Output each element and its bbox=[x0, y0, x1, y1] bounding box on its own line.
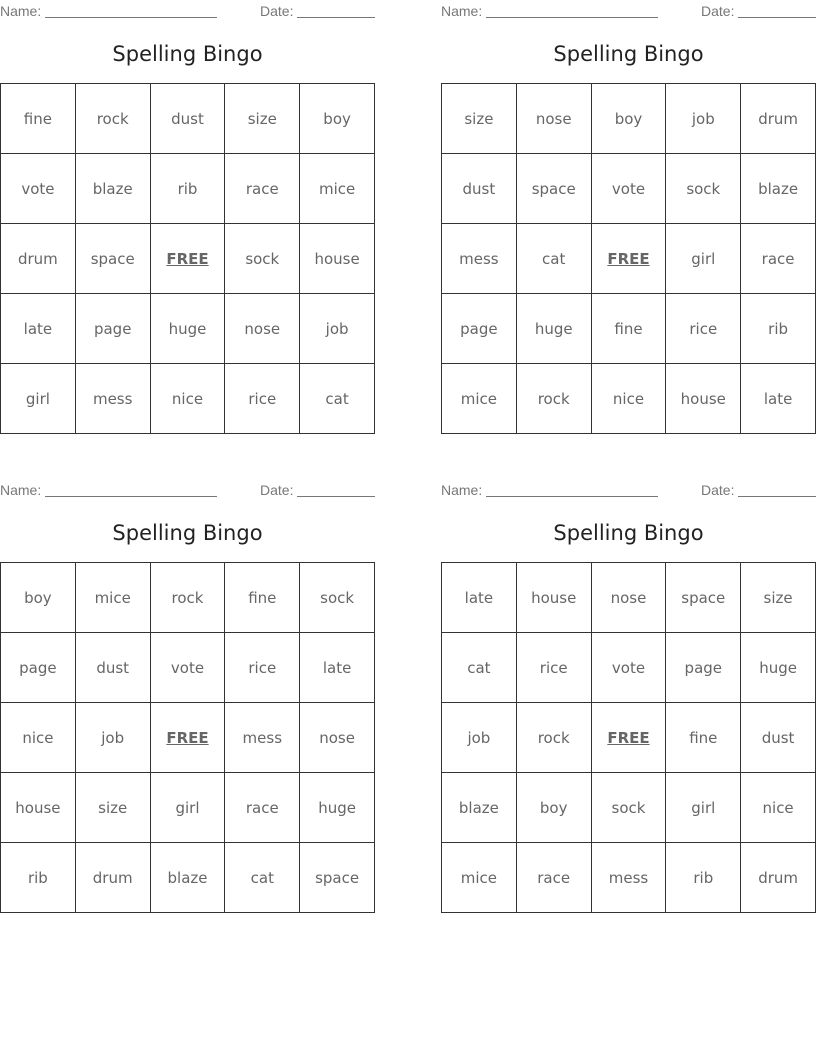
bingo-cell: mice bbox=[442, 843, 517, 913]
bingo-cell: late bbox=[741, 364, 816, 434]
bingo-cell: rib bbox=[666, 843, 741, 913]
bingo-cell: drum bbox=[741, 843, 816, 913]
bingo-cell: mice bbox=[300, 154, 375, 224]
bingo-cell: space bbox=[517, 154, 592, 224]
bingo-cell: nice bbox=[151, 364, 226, 434]
name-label: Name: bbox=[0, 482, 42, 498]
bingo-cell: rock bbox=[517, 364, 592, 434]
bingo-cell: mess bbox=[592, 843, 667, 913]
bingo-card bbox=[0, 0, 375, 435]
bingo-cell: late bbox=[1, 294, 76, 364]
date-blank-line[interactable] bbox=[738, 496, 816, 497]
bingo-cell: rock bbox=[151, 563, 226, 633]
bingo-cell: race bbox=[517, 843, 592, 913]
bingo-cell: cat bbox=[225, 843, 300, 913]
bingo-card bbox=[441, 0, 816, 435]
card-header bbox=[441, 3, 816, 19]
bingo-cell: nose bbox=[592, 563, 667, 633]
date-blank-line[interactable] bbox=[738, 17, 816, 18]
card-header bbox=[0, 482, 375, 498]
bingo-cell: size bbox=[741, 563, 816, 633]
card-title: Spelling Bingo bbox=[112, 521, 263, 545]
card-header bbox=[0, 3, 375, 19]
bingo-cell: rock bbox=[76, 84, 151, 154]
bingo-cell: drum bbox=[76, 843, 151, 913]
bingo-cell: size bbox=[76, 773, 151, 843]
bingo-cell: nose bbox=[225, 294, 300, 364]
bingo-cell: rice bbox=[225, 364, 300, 434]
bingo-cell: drum bbox=[741, 84, 816, 154]
bingo-cell: late bbox=[442, 563, 517, 633]
bingo-grid bbox=[0, 562, 375, 913]
bingo-cell: late bbox=[300, 633, 375, 703]
bingo-cell: rice bbox=[225, 633, 300, 703]
name-label: Name: bbox=[441, 482, 483, 498]
bingo-cell: sock bbox=[225, 224, 300, 294]
bingo-cell: boy bbox=[517, 773, 592, 843]
bingo-cell: fine bbox=[666, 703, 741, 773]
bingo-cell: girl bbox=[666, 773, 741, 843]
bingo-cell: space bbox=[300, 843, 375, 913]
name-blank-line[interactable] bbox=[45, 17, 217, 18]
bingo-grid bbox=[441, 83, 816, 434]
bingo-cell: huge bbox=[741, 633, 816, 703]
bingo-cell: rice bbox=[666, 294, 741, 364]
bingo-cell: page bbox=[442, 294, 517, 364]
card-title: Spelling Bingo bbox=[553, 521, 704, 545]
bingo-cell: fine bbox=[225, 563, 300, 633]
bingo-cell: girl bbox=[1, 364, 76, 434]
bingo-cell: dust bbox=[151, 84, 226, 154]
name-blank-line[interactable] bbox=[45, 496, 217, 497]
bingo-cell: job bbox=[76, 703, 151, 773]
card-title: Spelling Bingo bbox=[112, 42, 263, 66]
free-space-cell: FREE bbox=[151, 703, 226, 773]
bingo-cell: race bbox=[741, 224, 816, 294]
date-label: Date: bbox=[260, 482, 294, 498]
bingo-cell: blaze bbox=[151, 843, 226, 913]
bingo-cell: huge bbox=[517, 294, 592, 364]
bingo-cell: nose bbox=[517, 84, 592, 154]
bingo-cell: nose bbox=[300, 703, 375, 773]
bingo-grid bbox=[441, 562, 816, 913]
date-label: Date: bbox=[701, 3, 735, 19]
bingo-grid bbox=[0, 83, 375, 434]
bingo-cell: blaze bbox=[741, 154, 816, 224]
bingo-cell: sock bbox=[300, 563, 375, 633]
free-space-cell: FREE bbox=[592, 224, 667, 294]
bingo-cell: fine bbox=[1, 84, 76, 154]
bingo-cell: page bbox=[76, 294, 151, 364]
free-space-cell: FREE bbox=[151, 224, 226, 294]
bingo-cell: girl bbox=[666, 224, 741, 294]
bingo-cell: dust bbox=[76, 633, 151, 703]
bingo-cell: sock bbox=[666, 154, 741, 224]
bingo-cell: nice bbox=[1, 703, 76, 773]
bingo-cell: rib bbox=[151, 154, 226, 224]
bingo-cell: size bbox=[442, 84, 517, 154]
bingo-cell: rib bbox=[1, 843, 76, 913]
bingo-cell: mess bbox=[76, 364, 151, 434]
bingo-cell: space bbox=[76, 224, 151, 294]
bingo-cell: vote bbox=[1, 154, 76, 224]
bingo-cell: boy bbox=[1, 563, 76, 633]
bingo-cell: boy bbox=[592, 84, 667, 154]
bingo-cell: vote bbox=[592, 633, 667, 703]
bingo-cell: house bbox=[666, 364, 741, 434]
bingo-cell: sock bbox=[592, 773, 667, 843]
bingo-card bbox=[441, 479, 816, 914]
bingo-cell: dust bbox=[741, 703, 816, 773]
date-blank-line[interactable] bbox=[297, 17, 375, 18]
bingo-cell: mice bbox=[76, 563, 151, 633]
bingo-cell: cat bbox=[517, 224, 592, 294]
bingo-cell: page bbox=[666, 633, 741, 703]
date-label: Date: bbox=[701, 482, 735, 498]
bingo-cell: mice bbox=[442, 364, 517, 434]
free-space-cell: FREE bbox=[592, 703, 667, 773]
bingo-cell: cat bbox=[300, 364, 375, 434]
bingo-cell: vote bbox=[151, 633, 226, 703]
bingo-cell: job bbox=[300, 294, 375, 364]
bingo-cell: job bbox=[666, 84, 741, 154]
card-header bbox=[441, 482, 816, 498]
bingo-cell: vote bbox=[592, 154, 667, 224]
bingo-cell: house bbox=[1, 773, 76, 843]
bingo-cell: girl bbox=[151, 773, 226, 843]
bingo-cell: nice bbox=[592, 364, 667, 434]
bingo-cell: house bbox=[517, 563, 592, 633]
name-blank-line[interactable] bbox=[486, 17, 658, 18]
bingo-cell: fine bbox=[592, 294, 667, 364]
bingo-card bbox=[0, 479, 375, 914]
bingo-cell: rice bbox=[517, 633, 592, 703]
name-label: Name: bbox=[0, 3, 42, 19]
bingo-cell: nice bbox=[741, 773, 816, 843]
bingo-cell: size bbox=[225, 84, 300, 154]
card-title: Spelling Bingo bbox=[553, 42, 704, 66]
bingo-cell: mess bbox=[225, 703, 300, 773]
bingo-cell: mess bbox=[442, 224, 517, 294]
bingo-cell: huge bbox=[300, 773, 375, 843]
bingo-cell: huge bbox=[151, 294, 226, 364]
bingo-cell: cat bbox=[442, 633, 517, 703]
name-label: Name: bbox=[441, 3, 483, 19]
bingo-cell: job bbox=[442, 703, 517, 773]
bingo-cell: dust bbox=[442, 154, 517, 224]
bingo-cell: blaze bbox=[76, 154, 151, 224]
bingo-cell: drum bbox=[1, 224, 76, 294]
bingo-cell: space bbox=[666, 563, 741, 633]
bingo-cell: rib bbox=[741, 294, 816, 364]
name-blank-line[interactable] bbox=[486, 496, 658, 497]
bingo-cell: rock bbox=[517, 703, 592, 773]
bingo-cell: page bbox=[1, 633, 76, 703]
date-blank-line[interactable] bbox=[297, 496, 375, 497]
bingo-cell: race bbox=[225, 773, 300, 843]
bingo-cell: blaze bbox=[442, 773, 517, 843]
bingo-cell: house bbox=[300, 224, 375, 294]
bingo-cell: boy bbox=[300, 84, 375, 154]
date-label: Date: bbox=[260, 3, 294, 19]
bingo-cell: race bbox=[225, 154, 300, 224]
